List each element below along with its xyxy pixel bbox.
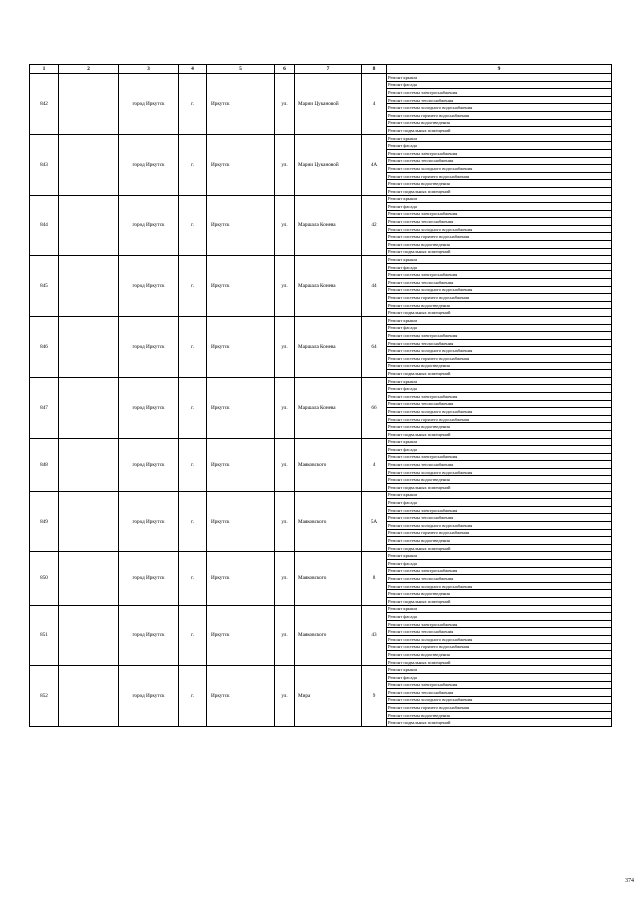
table-row: [30, 666, 612, 674]
street-name: Маяковского: [295, 605, 362, 666]
work-item: Ремонт крыши: [387, 134, 612, 142]
page-number: 374: [625, 878, 634, 884]
locality-name: Иркутск: [207, 666, 275, 727]
locality-type: г.: [179, 256, 207, 317]
locality-name: Иркутск: [207, 134, 275, 195]
house-number: 43: [362, 605, 387, 666]
work-item: Ремонт системы электроснабжения: [387, 210, 612, 218]
municipality: город Иркутск: [119, 317, 179, 378]
work-item: Ремонт подвальных помещений: [387, 309, 612, 317]
work-item: Ремонт системы теплоснабжения: [387, 218, 612, 226]
table-row: [30, 195, 612, 203]
municipality: город Иркутск: [119, 195, 179, 256]
locality-type: г.: [179, 605, 207, 666]
work-item: Ремонт фасада: [387, 499, 612, 507]
work-item: Ремонт крыши: [387, 256, 612, 264]
work-item: Ремонт системы теплоснабжения: [387, 96, 612, 104]
municipality: город Иркутск: [119, 74, 179, 135]
house-number: 4А: [362, 134, 387, 195]
col-header-5: 5: [207, 65, 275, 74]
work-item: Ремонт системы холодного водоснабжения: [387, 696, 612, 704]
work-item: Ремонт системы теплоснабжения: [387, 575, 612, 583]
row-number: 852: [30, 666, 59, 727]
house-number: 9: [362, 666, 387, 727]
locality-name: Иркутск: [207, 317, 275, 378]
work-item: Ремонт системы теплоснабжения: [387, 461, 612, 469]
col-header-9: 9: [387, 65, 612, 74]
table-row: [30, 438, 612, 446]
work-item: Ремонт крыши: [387, 377, 612, 385]
work-item: Ремонт системы горячего водоснабжения: [387, 111, 612, 119]
municipality: город Иркутск: [119, 552, 179, 605]
house-number: 42: [362, 195, 387, 256]
empty-cell: [59, 317, 119, 378]
work-item: Ремонт крыши: [387, 666, 612, 674]
work-item: Ремонт системы водоотведения: [387, 711, 612, 719]
work-item: Ремонт системы горячего водоснабжения: [387, 294, 612, 302]
work-item: Ремонт системы водоотведения: [387, 651, 612, 659]
house-number: 5А: [362, 491, 387, 552]
empty-cell: [59, 134, 119, 195]
locality-type: г.: [179, 438, 207, 491]
col-header-1: 1: [30, 65, 59, 74]
work-item: Ремонт системы горячего водоснабжения: [387, 172, 612, 180]
col-header-6: 6: [275, 65, 295, 74]
municipality: город Иркутск: [119, 134, 179, 195]
work-item: Ремонт крыши: [387, 317, 612, 325]
street-name: Маршала Конева: [295, 317, 362, 378]
empty-cell: [59, 74, 119, 135]
work-item: Ремонт системы водоотведения: [387, 301, 612, 309]
street-type: ул.: [275, 377, 295, 438]
empty-cell: [59, 377, 119, 438]
work-item: Ремонт системы теплоснабжения: [387, 628, 612, 636]
table-row: [30, 377, 612, 385]
municipality: город Иркутск: [119, 256, 179, 317]
work-item: Ремонт системы электроснабжения: [387, 149, 612, 157]
street-name: Марии Цукановой: [295, 74, 362, 135]
locality-type: г.: [179, 134, 207, 195]
work-item: Ремонт системы водоотведения: [387, 241, 612, 249]
work-item: Ремонт фасада: [387, 560, 612, 568]
house-number: 64: [362, 317, 387, 378]
work-item: Ремонт системы водоотведения: [387, 362, 612, 370]
work-item: Ремонт системы холодного водоснабжения: [387, 286, 612, 294]
work-item: Ремонт фасада: [387, 446, 612, 454]
municipality: город Иркутск: [119, 605, 179, 666]
work-item: Ремонт системы теплоснабжения: [387, 514, 612, 522]
work-item: Ремонт системы теплоснабжения: [387, 400, 612, 408]
work-item: Ремонт системы холодного водоснабжения: [387, 468, 612, 476]
work-item: Ремонт системы теплоснабжения: [387, 279, 612, 287]
work-item: Ремонт системы электроснабжения: [387, 681, 612, 689]
work-item: Ремонт системы теплоснабжения: [387, 689, 612, 697]
work-item: Ремонт системы горячего водоснабжения: [387, 643, 612, 651]
row-number: 842: [30, 74, 59, 135]
work-item: Ремонт подвальных помещений: [387, 370, 612, 378]
work-item: Ремонт крыши: [387, 491, 612, 499]
work-item: Ремонт крыши: [387, 552, 612, 560]
work-item: Ремонт системы горячего водоснабжения: [387, 415, 612, 423]
table-body: [30, 74, 612, 727]
repair-plan-table: [29, 64, 612, 727]
work-item: Ремонт подвальных помещений: [387, 544, 612, 552]
work-item: Ремонт системы электроснабжения: [387, 271, 612, 279]
work-item: Ремонт системы горячего водоснабжения: [387, 233, 612, 241]
locality-name: Иркутск: [207, 377, 275, 438]
street-type: ул.: [275, 438, 295, 491]
work-item: Ремонт системы теплоснабжения: [387, 157, 612, 165]
locality-name: Иркутск: [207, 491, 275, 552]
municipality: город Иркутск: [119, 491, 179, 552]
work-item: Ремонт системы водоотведения: [387, 537, 612, 545]
table-row: [30, 256, 612, 264]
work-item: Ремонт системы водоотведения: [387, 423, 612, 431]
empty-cell: [59, 491, 119, 552]
table-row: [30, 74, 612, 82]
locality-type: г.: [179, 491, 207, 552]
work-item: Ремонт системы холодного водоснабжения: [387, 522, 612, 530]
work-item: Ремонт фасада: [387, 673, 612, 681]
work-item: Ремонт системы электроснабжения: [387, 332, 612, 340]
col-header-8: 8: [362, 65, 387, 74]
table-row: [30, 605, 612, 613]
row-number: 846: [30, 317, 59, 378]
street-type: ул.: [275, 134, 295, 195]
work-item: Ремонт системы холодного водоснабжения: [387, 347, 612, 355]
work-item: Ремонт системы холодного водоснабжения: [387, 165, 612, 173]
work-item: Ремонт подвальных помещений: [387, 658, 612, 666]
work-item: Ремонт системы холодного водоснабжения: [387, 408, 612, 416]
empty-cell: [59, 256, 119, 317]
column-number-header-row: [30, 65, 612, 74]
col-header-4: 4: [179, 65, 207, 74]
row-number: 843: [30, 134, 59, 195]
work-item: Ремонт системы электроснабжения: [387, 453, 612, 461]
work-item: Ремонт системы электроснабжения: [387, 89, 612, 97]
locality-name: Иркутск: [207, 605, 275, 666]
street-type: ул.: [275, 317, 295, 378]
street-name: Маршала Конева: [295, 377, 362, 438]
work-item: Ремонт крыши: [387, 605, 612, 613]
work-item: Ремонт системы водоотведения: [387, 119, 612, 127]
col-header-2: 2: [59, 65, 119, 74]
empty-cell: [59, 605, 119, 666]
work-item: Ремонт фасада: [387, 203, 612, 211]
work-item: Ремонт фасада: [387, 613, 612, 621]
row-number: 849: [30, 491, 59, 552]
street-type: ул.: [275, 256, 295, 317]
house-number: 66: [362, 377, 387, 438]
work-item: Ремонт подвальных помещений: [387, 430, 612, 438]
work-item: Ремонт подвальных помещений: [387, 719, 612, 727]
work-item: Ремонт фасада: [387, 81, 612, 89]
row-number: 844: [30, 195, 59, 256]
house-number: 4: [362, 438, 387, 491]
locality-type: г.: [179, 195, 207, 256]
locality-type: г.: [179, 377, 207, 438]
locality-type: г.: [179, 317, 207, 378]
work-item: Ремонт фасада: [387, 324, 612, 332]
locality-name: Иркутск: [207, 256, 275, 317]
work-item: Ремонт подвальных помещений: [387, 484, 612, 492]
row-number: 850: [30, 552, 59, 605]
street-name: Мира: [295, 666, 362, 727]
work-item: Ремонт системы холодного водоснабжения: [387, 635, 612, 643]
street-name: Маршала Конева: [295, 195, 362, 256]
work-item: Ремонт крыши: [387, 195, 612, 203]
locality-name: Иркутск: [207, 552, 275, 605]
locality-name: Иркутск: [207, 195, 275, 256]
work-item: Ремонт системы водоотведения: [387, 476, 612, 484]
house-number: 44: [362, 256, 387, 317]
work-item: Ремонт подвальных помещений: [387, 127, 612, 135]
house-number: 8: [362, 552, 387, 605]
work-item: Ремонт крыши: [387, 74, 612, 82]
locality-name: Иркутск: [207, 438, 275, 491]
work-item: Ремонт подвальных помещений: [387, 248, 612, 256]
work-item: Ремонт фасада: [387, 263, 612, 271]
municipality: город Иркутск: [119, 666, 179, 727]
street-type: ул.: [275, 74, 295, 135]
table-row: [30, 552, 612, 560]
locality-type: г.: [179, 666, 207, 727]
municipality: город Иркутск: [119, 438, 179, 491]
work-item: Ремонт крыши: [387, 438, 612, 446]
locality-type: г.: [179, 74, 207, 135]
locality-type: г.: [179, 552, 207, 605]
work-item: Ремонт системы теплоснабжения: [387, 339, 612, 347]
street-name: Маяковского: [295, 491, 362, 552]
street-type: ул.: [275, 666, 295, 727]
work-item: Ремонт системы водоотведения: [387, 180, 612, 188]
work-item: Ремонт фасада: [387, 142, 612, 150]
house-number: 4: [362, 74, 387, 135]
empty-cell: [59, 195, 119, 256]
table-row: [30, 491, 612, 499]
street-type: ул.: [275, 491, 295, 552]
street-type: ул.: [275, 195, 295, 256]
row-number: 847: [30, 377, 59, 438]
street-name: Марии Цукановой: [295, 134, 362, 195]
work-item: Ремонт системы горячего водоснабжения: [387, 529, 612, 537]
row-number: 848: [30, 438, 59, 491]
work-item: Ремонт системы холодного водоснабжения: [387, 582, 612, 590]
work-item: Ремонт системы электроснабжения: [387, 392, 612, 400]
row-number: 845: [30, 256, 59, 317]
work-item: Ремонт системы электроснабжения: [387, 567, 612, 575]
work-item: Ремонт системы горячего водоснабжения: [387, 704, 612, 712]
street-type: ул.: [275, 605, 295, 666]
municipality: город Иркутск: [119, 377, 179, 438]
work-item: Ремонт фасада: [387, 385, 612, 393]
col-header-7: 7: [295, 65, 362, 74]
street-name: Маяковского: [295, 438, 362, 491]
work-item: Ремонт системы электроснабжения: [387, 620, 612, 628]
table-row: [30, 134, 612, 142]
locality-name: Иркутск: [207, 74, 275, 135]
empty-cell: [59, 552, 119, 605]
street-name: Маяковского: [295, 552, 362, 605]
row-number: 851: [30, 605, 59, 666]
empty-cell: [59, 438, 119, 491]
work-item: Ремонт подвальных помещений: [387, 597, 612, 605]
col-header-3: 3: [119, 65, 179, 74]
work-item: Ремонт системы холодного водоснабжения: [387, 104, 612, 112]
work-item: Ремонт системы горячего водоснабжения: [387, 354, 612, 362]
work-item: Ремонт подвальных помещений: [387, 187, 612, 195]
work-item: Ремонт системы холодного водоснабжения: [387, 225, 612, 233]
empty-cell: [59, 666, 119, 727]
table-row: [30, 317, 612, 325]
work-item: Ремонт системы водоотведения: [387, 590, 612, 598]
work-item: Ремонт системы электроснабжения: [387, 506, 612, 514]
street-name: Маршала Конева: [295, 256, 362, 317]
street-type: ул.: [275, 552, 295, 605]
